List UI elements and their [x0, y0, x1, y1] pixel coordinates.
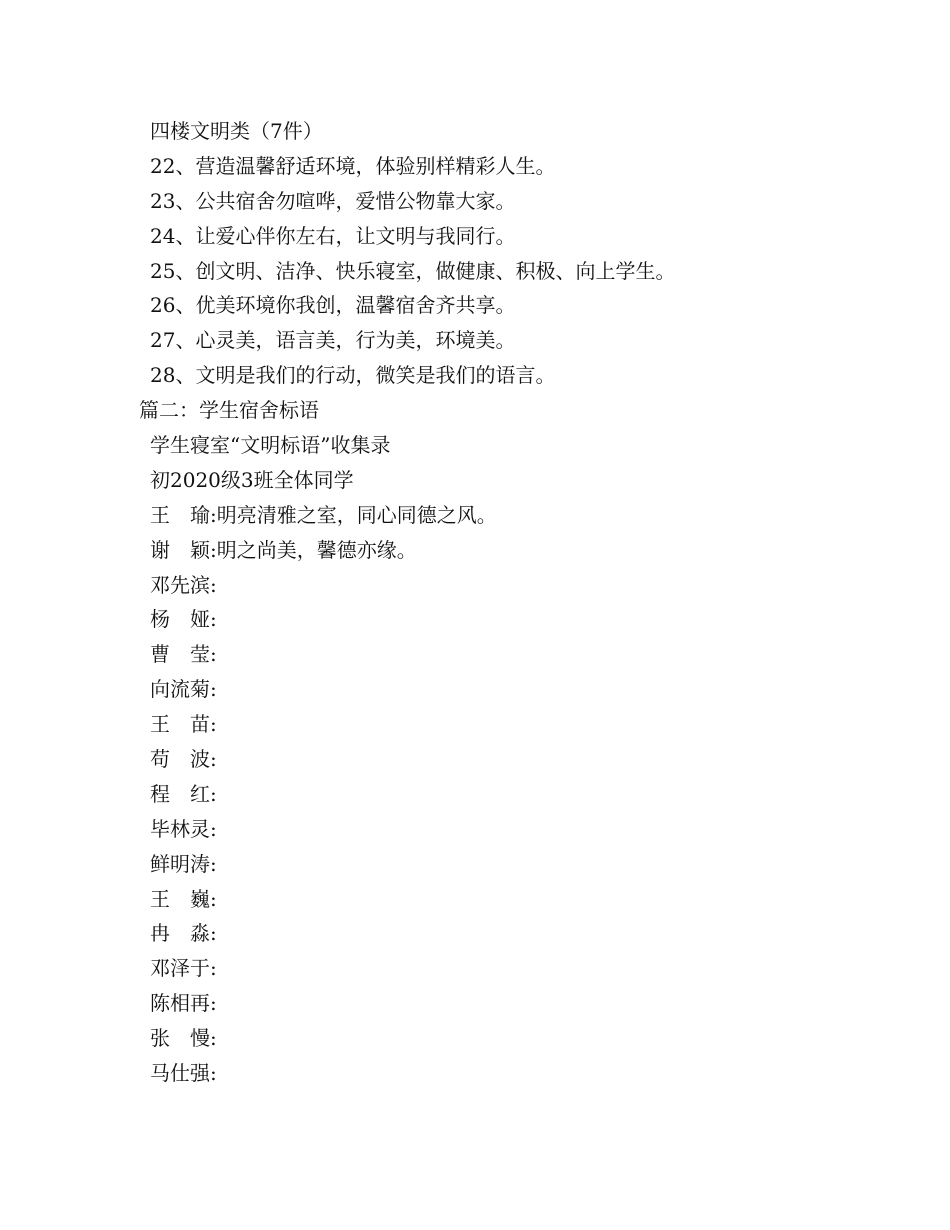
name-separator: :: [210, 886, 217, 911]
student-name: 杨 娅: [150, 607, 210, 632]
class-line: 初2020级3班全体同学: [150, 467, 354, 492]
student-name: 曹 莹: [150, 642, 210, 667]
slogan-line: 27、心灵美，语言美，行为美，环境美。: [150, 328, 516, 353]
entry-row: [139, 882, 899, 917]
name-separator: :: [210, 607, 217, 632]
student-name: 苟 波: [150, 747, 210, 772]
entry-row: [139, 777, 899, 812]
name-separator: :: [210, 816, 217, 841]
entry-row: [139, 986, 899, 1021]
slogan-line: 24、让爱心伴你左右，让文明与我同行。: [150, 223, 516, 248]
entry-row: [139, 812, 899, 847]
student-slogan: 明亮清雅之室，同心同德之风。: [216, 502, 497, 527]
student-name: 王 巍: [150, 886, 210, 911]
student-name: 王 瑜: [150, 502, 210, 527]
entry-row: [139, 533, 899, 568]
section-title: 四楼文明类（7件）: [150, 119, 323, 143]
student-name: 王 苗: [150, 712, 210, 737]
part-two-heading: 篇二：学生宿舍标语: [139, 398, 319, 423]
student-name: 邓泽于: [150, 956, 210, 981]
entry-row: [139, 916, 899, 951]
document-body: [139, 114, 899, 1091]
student-name: 鲜明涛: [150, 851, 210, 876]
entry-row: [139, 602, 899, 637]
name-separator: :: [210, 572, 217, 597]
name-separator: :: [210, 781, 217, 806]
entry-row: [139, 498, 899, 533]
name-separator: :: [210, 956, 217, 981]
slogan-line: 22、营造温馨舒适环境，体验别样精彩人生。: [150, 153, 556, 178]
name-separator: :: [210, 921, 217, 946]
student-name: 邓先滨: [150, 572, 210, 597]
student-name: 张 慢: [150, 1026, 210, 1051]
collection-title: 学生寝室“文明标语”收集录: [150, 433, 391, 458]
entry-row: [139, 568, 899, 603]
slogan-line: 23、公共宿舍勿喧哗，爱惜公物靠大家。: [150, 188, 516, 213]
student-name: 毕林灵: [150, 816, 210, 841]
entry-row: [139, 847, 899, 882]
entry-list: [139, 498, 899, 1091]
student-name: 向流菊: [150, 677, 210, 702]
student-name: 陈相再: [150, 991, 210, 1016]
name-separator: :: [210, 991, 217, 1016]
entry-row: [139, 672, 899, 707]
name-separator: :: [210, 712, 217, 737]
name-separator: :: [210, 1026, 217, 1051]
student-name: 谢 颖: [150, 537, 210, 562]
name-separator: :: [210, 502, 217, 527]
name-separator: :: [210, 537, 217, 562]
slogan-line: 25、创文明、洁净、快乐寝室，做健康、积极、向上学生。: [150, 258, 676, 283]
name-separator: :: [210, 851, 217, 876]
entry-row: [139, 742, 899, 777]
entry-row: [139, 1021, 899, 1056]
name-separator: :: [210, 642, 217, 667]
name-separator: :: [210, 747, 217, 772]
slogan-line: 28、文明是我们的行动，微笑是我们的语言。: [150, 363, 556, 388]
entry-row: [139, 1056, 899, 1091]
entry-row: [139, 707, 899, 742]
entry-row: [139, 637, 899, 672]
name-separator: :: [210, 1061, 217, 1086]
slogan-line: 26、优美环境你我创，温馨宿舍齐共享。: [150, 293, 516, 318]
entry-row: [139, 951, 899, 986]
student-name: 程 红: [150, 781, 210, 806]
name-separator: :: [210, 677, 217, 702]
student-name: 冉 淼: [150, 921, 210, 946]
student-name: 马仕强: [150, 1061, 210, 1086]
student-slogan: 明之尚美，馨德亦缘。: [216, 537, 417, 562]
